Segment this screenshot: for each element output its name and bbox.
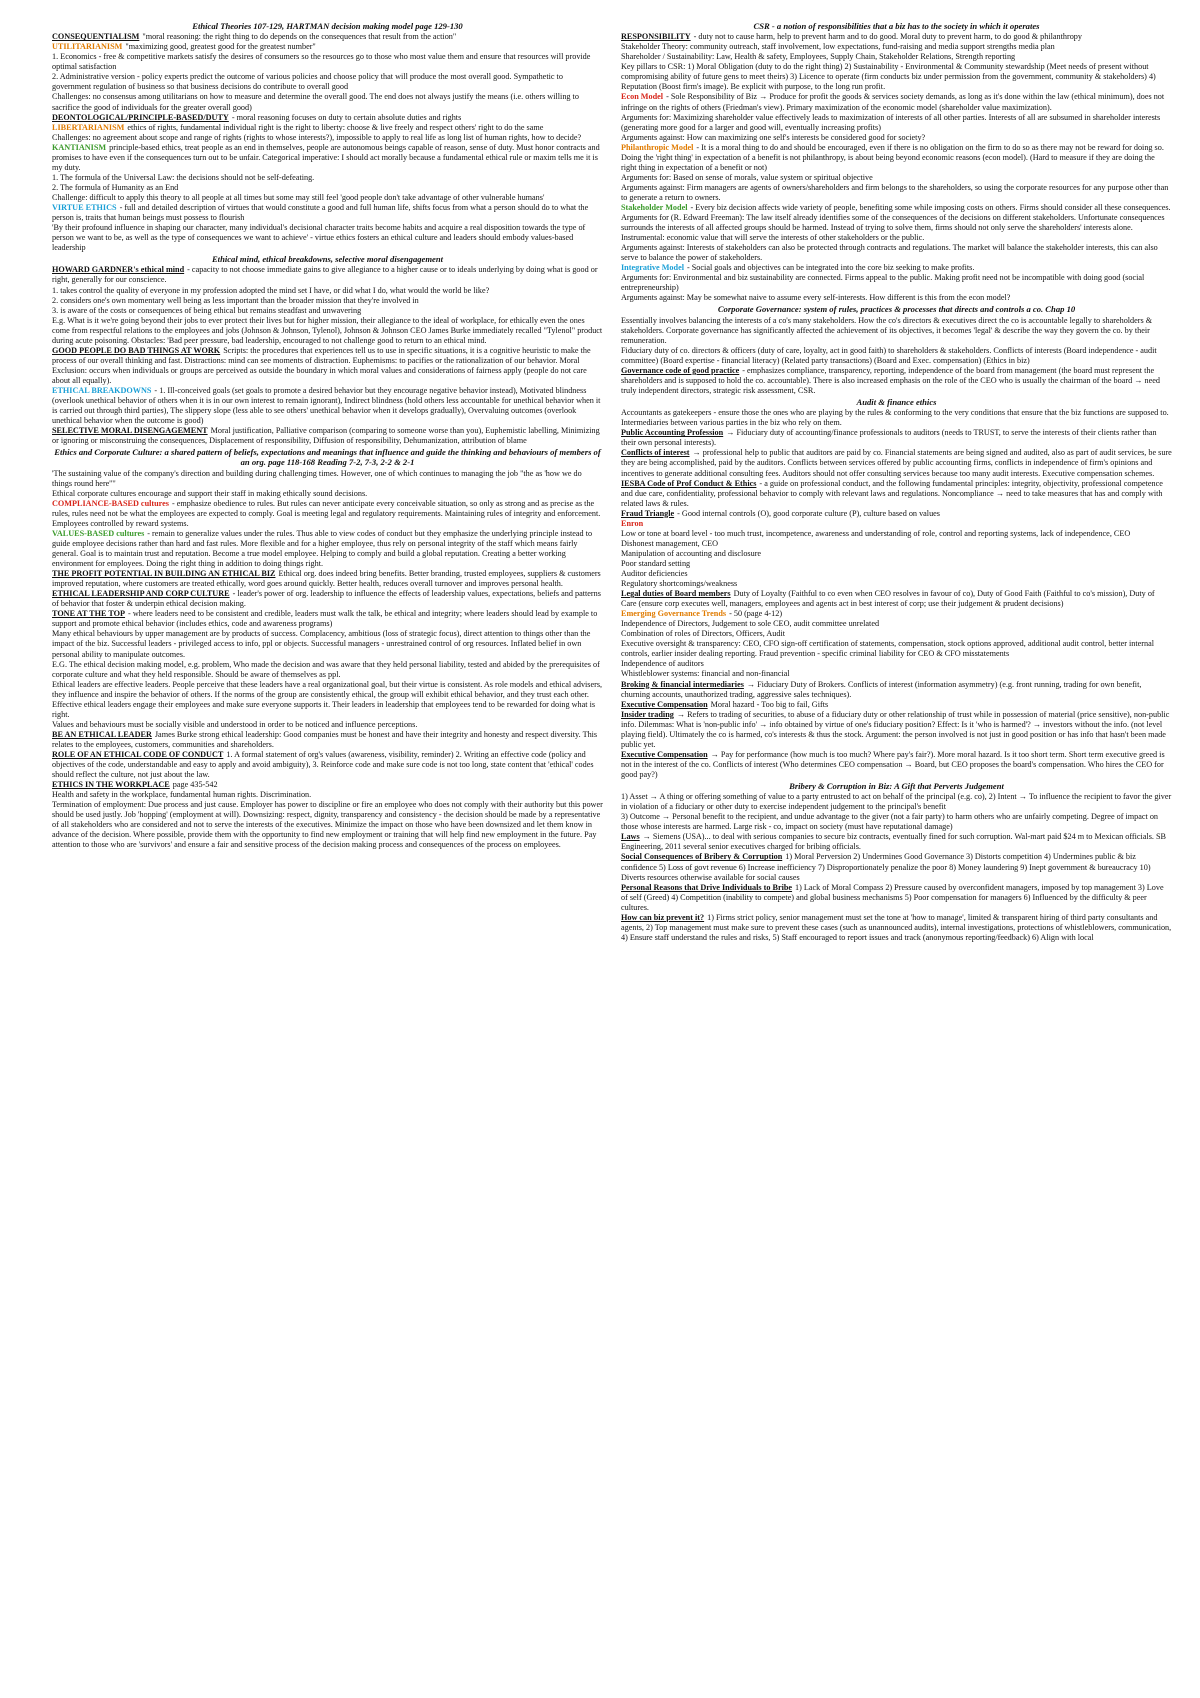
note-paragraph xyxy=(52,113,603,123)
note-paragraph xyxy=(621,243,1172,263)
note-text: Ethical corporate cultures encourage and support their staff in making ethically sound decisions. xyxy=(52,488,368,498)
note-text: 1. Economics - free & competitive markets satisfy the desires of consumers so the resources go to those who most value them and ensure that resources will provide optimal satisfaction xyxy=(52,52,591,72)
term-label: DEONTOLOGICAL/PRINCIPLE-BASED/DUTY xyxy=(52,112,229,122)
term-label: TONE AT THE TOP xyxy=(52,609,126,619)
term-label: ETHICS IN THE WORKPLACE xyxy=(52,780,170,790)
note-paragraph xyxy=(52,589,603,609)
term-label: Enron xyxy=(621,518,644,528)
term-label: THE PROFIT POTENTIAL IN BUILDING AN ETHICAL BIZ xyxy=(52,569,276,579)
note-paragraph xyxy=(52,790,603,800)
note-text: ethics of rights, fundamental individual right is the right to liberty: choose & live freely and respect others' right to do the same xyxy=(127,122,544,132)
note-paragraph xyxy=(52,296,603,306)
term-label: ETHICAL BREAKDOWNS xyxy=(52,386,152,395)
term-label: LIBERTARIANISM xyxy=(52,122,125,132)
note-text: 'By their profound influence in shaping our character, many individual's decisional character traits become habits and acquire a real disposition towards the type of person we want to be, as well as the type of consequences we want to achieve' - virtue ethics fosters an ethical culture and leaders should embody values-based leadership xyxy=(52,223,586,253)
note-paragraph xyxy=(52,223,603,253)
note-text: - a guide on professional conduct, and the following fundamental principles: integrity, objectivity, professional competence and due care, confidentiality, professional behavior to comply with relevant laws and regulations. Noncompliance → need to take measures that has and comply with related laws & rules. xyxy=(621,478,1163,508)
note-paragraph xyxy=(52,42,603,52)
section-heading: Ethics and Corporate Culture: a shared pattern of beliefs, expectations and meanings that influence and guide the thinking and behaviours of members of an org. page 118-168 Reading 7-2, 7-3, 2-2 & 2-1 xyxy=(54,447,601,468)
note-paragraph xyxy=(621,32,1172,42)
note-text: - moral reasoning focuses on duty to certain absolute duties and rights xyxy=(231,112,462,122)
note-text: "moral reasoning: the right thing to do depends on the consequences that result from the action" xyxy=(142,32,457,42)
note-paragraph xyxy=(621,750,1172,780)
note-paragraph xyxy=(621,700,1172,710)
note-text: James Burke strong ethical leadership: Good companies must be honest and have their integrity and honesty and respect diversity. This relates to the employees, customers, communities and shareholders. xyxy=(52,729,598,749)
note-paragraph xyxy=(52,265,603,285)
note-text: 2. considers one's own momentary well being as less important than the broader mission that they're involved in xyxy=(52,295,419,305)
note-paragraph xyxy=(52,569,603,589)
note-text: → Fiduciary duty of accounting/finance professionals to auditors (needs to TRUST, to serve the interests of their clients rather than their own personal interests). xyxy=(621,428,1157,448)
note-paragraph xyxy=(621,792,1172,812)
note-paragraph xyxy=(621,529,1172,539)
note-paragraph xyxy=(52,92,603,112)
note-text: Moral justification, Palliative comparison (comparing to someone worse than you), Euphemistic labelling, Minimizing or ignoring or misconstruing the consequences, Displacement of responsibility, Diffusion of responsibility, Dehumanization, attribution of blame xyxy=(52,426,600,446)
term-label: Executive Compensation xyxy=(621,749,708,759)
note-paragraph xyxy=(621,143,1172,173)
note-paragraph xyxy=(621,62,1172,92)
note-paragraph xyxy=(621,92,1172,112)
note-text: "maximizing good, greatest good for the greatest number" xyxy=(125,42,316,52)
note-text: - Social goals and objectives can be integrated into the core biz seeking to make profits. xyxy=(686,263,975,273)
note-paragraph xyxy=(621,113,1172,133)
note-paragraph xyxy=(621,559,1172,569)
note-paragraph xyxy=(621,669,1172,679)
note-text: Key pillars to CSR: 1) Moral Obligation (duty to do the right thing) 2) Sustainability - Environmental & Community stewardship (Meet needs of present without compromising ability of future gens to meet theirs) 3) Licence to operate (firm conducts biz under permission from the government, community & stakeholders) 4) Reputation (Boost firm's image). Be explicit with purpose, to the long run profit. xyxy=(621,62,1156,92)
section-heading: CSR - a notion of responsibilities that a biz has to the society in which it operates xyxy=(753,21,1040,31)
note-paragraph xyxy=(621,539,1172,549)
term-label: Public Accounting Profession xyxy=(621,428,724,438)
term-label: Personal Reasons that Drive Individuals to Bribe xyxy=(621,882,793,892)
note-text: Dishonest management, CEO xyxy=(621,538,719,548)
section-heading: Corporate Governance: system of rules, practices & processes that directs and controls a co. Chap 10 xyxy=(717,304,1076,315)
note-text: page 435-542 xyxy=(172,780,218,790)
note-paragraph xyxy=(621,883,1172,913)
section-heading: Ethical Theories 107-129, HARTMAN decision making model page 129-130 xyxy=(192,21,463,31)
note-text: Whistleblower systems: financial and non-financial xyxy=(621,669,790,679)
note-text: Ethical org. does indeed bring benefits. Better branding, trusted employees, suppliers & customers improved reputation, where customers are treated ethically, word goes around quickly. Better health, reduces overall turnover and improves personal health. xyxy=(52,569,601,589)
note-text: - leader's power of org. leadership to influence the effects of leadership values, expectations, beliefs and patterns of behavior that foster & underpin ethical decision making. xyxy=(52,589,601,609)
note-text: 1) Lack of Moral Compass 2) Pressure caused by overconfident managers, imposed by top management 3) Love of self (Greed) 4) Competition (inability to compete) and global business mechanisms 5) Poor compensation for managers 6) Influenced by the difficulty & peer cultures. xyxy=(621,882,1164,912)
note-text: Fiduciary duty of co. directors & officers (duty of care, loyalty, act in good faith) to shareholders & stakeholders. Conflicts of interests (Board independence - audit committee) (Board expertise - financial literacy) (Related party transactions) (Board and Exec. compensation) (Ethics in biz) xyxy=(621,345,1157,365)
term-label: Legal duties of Board members xyxy=(621,589,731,599)
note-paragraph xyxy=(52,629,603,659)
note-text: Arguments for: Maximizing shareholder value effectively leads to maximization of interests of all other parties. Interests of all are subsumed in shareholder interests (generating more good for a larger and good will, eventually increasing profits) xyxy=(621,112,1161,132)
term-label: Stakeholder Model xyxy=(621,203,688,212)
note-text: Moral hazard - Too big to fail, Gifts xyxy=(710,699,829,709)
note-text: Combination of roles of Directors, Officers, Audit xyxy=(621,629,786,639)
term-label: IESBA Code of Prof Conduct & Ethics xyxy=(621,478,757,488)
note-paragraph xyxy=(52,316,603,346)
note-paragraph xyxy=(621,852,1172,882)
note-text: 1. takes control the quality of everyone in my profession adopted the mind set I have, or did what I do, what would the world be like? xyxy=(52,285,490,295)
note-text: Arguments against: How can maximizing one self's interests be considered good for society? xyxy=(621,132,926,142)
note-text: - duty not to cause harm, help to prevent harm and to do good. Moral duty to prevent harm, to do good & philanthropy xyxy=(693,32,1082,42)
note-text: - capacity to not choose immediate gains to give allegiance to a higher cause or to ideals underlying by doing what is good or right, generally for our conscience. xyxy=(52,265,598,285)
term-label: HOWARD GARDNER's ethical mind xyxy=(52,265,185,275)
note-paragraph xyxy=(621,293,1172,303)
note-paragraph xyxy=(52,529,603,569)
note-paragraph xyxy=(621,569,1172,579)
term-label: KANTIANISM xyxy=(52,142,107,152)
term-label: RESPONSIBILITY xyxy=(621,32,691,42)
term-label: How can biz prevent it? xyxy=(621,912,705,922)
term-label: Laws xyxy=(621,832,640,842)
note-text: → Fiduciary Duty of Brokers. Conflicts of interest (information asymmetry) (e.g. front running, trading for own benefit, churning accounts, unauthorized trading, aggressive sales techniques). xyxy=(621,679,1142,699)
note-text: Challenges: no agreement about scope and range of rights (rights to whose interests?), impossible to apply to real life as long list of human rights, how to decide? xyxy=(52,132,582,142)
term-label: VALUES-BASED cultures xyxy=(52,528,145,538)
note-text: → Refers to trading of securities, to abuse of a fiduciary duty or other relationship of trust while in possession of material (price sensitive), non-public info. Dilemmas: What is 'non-public info' → info obtained by virtue of one's fiduciary position? Effect: Is it 'who is harmed'? → investors without the info. (not level playing field). Ultimately the co is harmed, co's interests & thus the stock. Argument: the person involved is not just in good position or has info that hasn't been made public yet. xyxy=(621,709,1170,749)
note-text: 1. The formula of the Universal Law: the decisions should not be self-defeating. xyxy=(52,172,315,182)
left-column xyxy=(52,20,603,1684)
note-text: Accountants as gatekeepers - ensure those the ones who are playing by the rules & conforming to the very conditions that ensure that the biz functions are supposed to. Intermediaries between various parties in the biz who rely on them. xyxy=(621,408,1169,428)
note-text: 1) Asset → A thing or offering something of value to a party entrusted to act on behalf of the principal (e.g. co), 2) Intent → To influence the recipient to favor the giver in violation of a fiduciary or other duty to exercise independent judgement to the principal's benefit xyxy=(621,792,1172,812)
note-paragraph xyxy=(52,183,603,193)
note-paragraph xyxy=(52,750,603,780)
note-text: - where leaders need to be consistent and credible, leaders must walk the talk, be ethical and integrity; where leaders should lead by example to support and promote ethical behavior (includes ethics, code and awareness programs) xyxy=(52,609,598,629)
note-paragraph xyxy=(621,509,1172,519)
note-text: Arguments against: Interests of stakeholders can also be protected through contracts and regulations. The market will balance the stakeholder interests, this can also serve to balance the power of stakeholders. xyxy=(621,243,1158,263)
note-paragraph xyxy=(52,489,603,499)
note-paragraph xyxy=(621,659,1172,669)
term-label: Broking & financial intermediaries xyxy=(621,679,744,689)
note-paragraph xyxy=(621,832,1172,852)
note-text: 3) Outcome → Personal benefit to the recipient, and undue advantage to the giver (not a fair party) to harm others who are unfairly competing. Degree of impact on those whose interests are harmed. Large risk - co, impact on society (must have reputational damage) xyxy=(621,812,1159,832)
note-text: - emphasize obedience to rules. But rules can never anticipate every conceivable situation, so only as strong and as precise as the rules, rules need not be what the employees are expected to comply. Goal is meeting legal and regulatory requirements. Maintaining rules of integrity and enforcement. Employees controlled by reward systems. xyxy=(52,498,601,528)
term-label: Executive Compensation xyxy=(621,699,708,709)
note-text: Many ethical behaviours by upper management are by products of success. Complacency, ambitious (loss of strategic focus), direct attention to things other than the impact of the biz. Successful leaders - privileged access to info, ppl or objects. Successful managers - unrestrained control of org resources. Inflated belief in own personal ability to manipulate outcomes. xyxy=(52,629,591,659)
note-text: Shareholder / Sustainability: Law, Health & safety, Employees, Supply Chain, Stakeholder Relations, Strength reporting xyxy=(621,52,1016,62)
note-paragraph xyxy=(52,730,603,750)
note-text: Regulatory shortcomings/weakness xyxy=(621,579,738,589)
note-paragraph xyxy=(52,720,603,730)
term-label: Econ Model xyxy=(621,92,664,102)
note-text: - remain to generalize values under the rules. Thus able to view codes of conduct but they emphasize the underlying principle instead to guide employee decisions rather than hard and fast rules. More flexible and for a higher employee, thus rely on personal integrity of the staff which means fairly general. Goal is to maintain trust and reputation. Become a true model employee. Helping to comply and build a global reputation. Creating a better working environment for employees. Doing the right thing in addition to doing things right. xyxy=(52,528,593,569)
term-label: Fraud Triangle xyxy=(621,508,675,518)
note-paragraph xyxy=(621,133,1172,143)
note-text: - emphasizes compliance, transparency, reporting, independence of the board from management (the board must represent the shareholders and is supposed to hold the co. accountable). There is also increased emphasis on the role of the CEO who is usually the chairman of the board → need truly independent directors, strategic risk assessment, CSR. xyxy=(621,365,1160,395)
note-paragraph xyxy=(621,579,1172,589)
note-paragraph xyxy=(621,263,1172,273)
note-paragraph xyxy=(52,52,603,72)
note-text: Independence of Directors, Judgement to sole CEO, audit committee unrelated xyxy=(621,619,880,629)
note-paragraph xyxy=(621,448,1172,478)
note-text: Auditor deficiencies xyxy=(621,569,688,578)
note-text: - 1. Ill-conceived goals (set goals to promote a desired behavior but they encourage negative behavior instead), Motivated blindness (overlook unethical behavior of others when it is in our own interest to remain ignorant), Indirect blindness (hold others less accountable for unethical behavior when it is carried out through third parties), The slippery slope (less able to see others' unethical behavior when it develops gradually), Overvaluing outcomes (overlook unethical behavior when the outcome is good) xyxy=(52,386,601,426)
term-label: Conflicts of interest xyxy=(621,448,690,458)
note-text: - Good internal controls (O), good corporate culture (P), culture based on values xyxy=(677,508,940,518)
term-label: ETHICAL LEADERSHIP AND CORP CULTURE xyxy=(52,589,230,599)
note-text: 'The sustaining value of the company's direction and building during challenging times. However, one of which continues to managing the job "the as 'how we do things round here'"' xyxy=(52,468,582,488)
note-paragraph xyxy=(621,203,1172,213)
note-paragraph xyxy=(621,408,1172,428)
note-paragraph xyxy=(621,710,1172,750)
note-paragraph xyxy=(52,499,603,529)
note-text: - It is a moral thing to do and should be encouraged, even if there is no obligation on the firm to do so as there may not be reward for doing so. Doing the 'right thing' in expectation of a benefit is not philanthropy, is about being beyond economic reasons (econ model). (Hard to measure if they are doing the right thing in expectation of a benefit or not) xyxy=(621,142,1164,172)
term-label: Governance code of good practice xyxy=(621,365,740,375)
note-paragraph xyxy=(621,549,1172,559)
note-paragraph xyxy=(621,913,1172,943)
note-text: Duty of Loyalty (Faithful to co even when CEO resolves in favour of co), Duty of Good Faith (Faithful to co's mission), Duty of Care (ensure corp executes well, managers, employees and agents act in best interest of corp; use their judgement & prudent decisions) xyxy=(621,589,1155,609)
section-heading: Audit & finance ethics xyxy=(856,397,937,408)
note-paragraph xyxy=(52,143,603,173)
note-paragraph xyxy=(621,479,1172,509)
note-paragraph xyxy=(52,609,603,629)
note-paragraph xyxy=(52,286,603,296)
note-paragraph xyxy=(621,812,1172,832)
note-text: Arguments for (R. Edward Freeman): The law itself already identifies some of the consequences of the decisions on different stakeholders. Unfortunate consequences surrounds the interests of all affected groups should be harmed. Instead of trying to solve them, firms should not only serve the shareholders' interests alone. Instrumental: economic value that will serve the interests of other stakeholders or the public. xyxy=(621,213,1165,243)
note-text: 3. is aware of the costs or consequences of being ethical but remains steadfast and unwavering xyxy=(52,305,362,315)
note-paragraph xyxy=(621,273,1172,293)
note-text: Challenge: difficult to apply this theory to all people at all times but some may still feel 'good people don't take advantage of other vulnerable humans' xyxy=(52,192,545,202)
note-text: → Pay for performance (how much is too much? Where pay's fair?). More moral hazard. Is it too short term. Short term executive greed is not in the interest of the co. Conflicts of interest (Who determines CEO compensation → Board, but CEO proposes the board's compensation. Who hires the CEO for good pay?) xyxy=(621,749,1165,779)
note-text: Arguments against: May be somewhat naive to assume every self-interests. How different is this from the econ model? xyxy=(621,293,1011,303)
note-paragraph xyxy=(52,780,603,790)
note-paragraph xyxy=(621,619,1172,629)
note-paragraph xyxy=(621,428,1172,448)
note-text: Challenges: no consensus among utilitarians on how to measure and determine the overall good. The end does not always justify the means (i.e. others willing to sacrifice the good of individuals for the greater overall good) xyxy=(52,92,579,112)
note-text: - Every biz decision affects wide variety of people, benefiting some while imposing costs on others. Firms should consider all these consequences. xyxy=(690,203,1171,212)
note-text: Stakeholder Theory: community outreach, staff involvement, low expectations, fund-raising and media support strengths media plan xyxy=(621,42,1055,52)
term-label: Philanthropic Model xyxy=(621,142,694,152)
term-label: Integrative Model xyxy=(621,263,684,273)
note-text: Ethical leaders are effective leaders. People perceive that these leaders have a real organizational goal, but their virtue is consistent. As role models and ethical advisers, they influence and inspire the behavior of others. If the norms of the group are consistently ethical, the group will exhibit ethical behavior, and they trust each other. Effective ethical leaders engage their employees and make sure everyone supports it. Their leaders in leadership that employees tend to be rewarded for doing what is right. xyxy=(52,679,603,719)
term-label: Social Consequences of Bribery & Corruption xyxy=(621,852,783,862)
note-text: Arguments for: Based on sense of morals, value system or spiritual objective xyxy=(621,172,873,182)
note-text: 1) Firms strict policy, senior management must set the tone at 'how to manage', limited & transparent hiring of third party consultants and agents, 2) Top management must make sure to prevent these cases (such as unannounced audits), internal investigations, protections of whistleblowers, communication, 4) Ensure staff understand the rules and risks, 5) Staff encouraged to report issues and track (anonymous reporting/feedback) 6) Align with local xyxy=(621,912,1172,942)
note-text: 1. A formal statement of org's values (awareness, visibility, reminder) 2. Writing an effective code (policy and objectives of the code, understandable and easy to apply and avoid ambiguity), 3. Reinforce code and make sure code is not too long, state content that 'ethical' codes should reflect the culture, not just about the law. xyxy=(52,750,594,780)
note-paragraph xyxy=(621,366,1172,396)
term-label: UTILITARIANISM xyxy=(52,42,123,52)
note-paragraph xyxy=(621,173,1172,183)
note-paragraph xyxy=(621,346,1172,366)
term-label: ROLE OF AN ETHICAL CODE OF CONDUCT xyxy=(52,750,224,759)
note-paragraph xyxy=(621,639,1172,659)
note-paragraph xyxy=(52,173,603,183)
note-paragraph xyxy=(621,42,1172,52)
term-label: VIRTUE ETHICS xyxy=(52,203,117,212)
right-column xyxy=(621,20,1172,1684)
note-text: - full and detailed description of virtues that would constitute a good and full human life, shifts focus from what a person should do to what the person is, traits that human beings must possess to flourish xyxy=(52,203,589,223)
note-paragraph xyxy=(52,469,603,489)
note-text: Values and behaviours must be socially visible and understood in order to be noticed and influence perceptions. xyxy=(52,719,418,729)
note-paragraph xyxy=(621,316,1172,346)
note-text: - 50 (page 4-12) xyxy=(729,609,783,619)
note-text: Arguments against: Firm managers are agents of owners/shareholders and firm belongs to the shareholders, so using the corporate resources for any purpose other than to generate a return to owners. xyxy=(621,182,1169,202)
term-label: Insider trading xyxy=(621,709,674,719)
note-paragraph xyxy=(621,609,1172,619)
term-label: CONSEQUENTIALISM xyxy=(52,32,140,42)
note-text: Independence of auditors xyxy=(621,659,704,669)
note-paragraph xyxy=(621,589,1172,609)
note-paragraph xyxy=(52,32,603,42)
term-label: Emerging Governance Trends xyxy=(621,609,727,619)
note-text: Health and safety in the workplace, fundamental human rights. Discrimination. xyxy=(52,790,312,800)
term-label: GOOD PEOPLE DO BAD THINGS AT WORK xyxy=(52,345,221,355)
note-text: 1) Moral Perversion 2) Undermines Good Governance 3) Distorts competition 4) Undermines public & biz confidence 5) Loss of govt revenue 6) Increase inefficiency 7) Disproportionately penalize the poor 8) Money laundering 9) Inept government & bureaucracy 10) Diverts resources otherwise available for social causes xyxy=(621,852,1151,882)
section-heading: Ethical mind, ethical breakdowns, selective moral disengagement xyxy=(211,254,444,265)
note-text: → Siemens (USA)... to deal with serious companies to secure biz contracts, eventually fined for such corruption. Wal-mart paid $24 m to Mexican officials. SB Engineering, 2011 several senior executives charged for bribing officials. xyxy=(621,832,1167,852)
note-text: E.g. What is it we're going beyond their jobs to ever protect their lives but for higher mission, their allegiance to the ideal of workplace, for ethically even the ones come from respectful relations to the employees and jobs (Johnson & Johnson, Tylenol), Johnson & Johnson CEO James Burke immediately recalled "Tylenol" product during acute poisoning. Obstacles: 'Bad peer pressure, bad leadership, encouraged to not challenge good to return to an ethical mind. xyxy=(52,315,603,345)
note-paragraph xyxy=(52,800,603,850)
note-paragraph xyxy=(621,519,1172,529)
note-paragraph xyxy=(52,426,603,446)
note-paragraph xyxy=(52,123,603,133)
note-paragraph xyxy=(52,346,603,386)
note-paragraph xyxy=(52,660,603,680)
note-text: Low or tone at board level - too much trust, incompetence, awareness and understanding of role, control and reporting systems, lack of independence, CEO xyxy=(621,528,1131,538)
section-heading: Bribery & Corruption in Biz: A Gift that Perverts Judgement xyxy=(789,780,1004,791)
note-text: Arguments for: Environmental and biz sustainability are connected. Firms appeal to the public. Making profit need not be incompatible with doing good (social entrepreneurship) xyxy=(621,273,1145,293)
term-label: SELECTIVE MORAL DISENGAGEMENT xyxy=(52,426,208,436)
note-paragraph xyxy=(52,133,603,143)
term-label: COMPLIANCE-BASED cultures xyxy=(52,498,169,508)
note-text: principle-based ethics, treat people as an end in themselves, people are autonomous beings capable of reason, sense of duty. Must honor contracts and promises to have even if the consequences turn out to be unfair. Categorical imperative: I should act morally because a fundamental ethical rule or maxim tells me it is my duty. xyxy=(52,142,600,172)
note-text: E.G. The ethical decision making model, e.g. problem, Who made the decision and was aware that they held personal liability, tested and abided by the prerequisites of corporate culture and what they held responsible. Should be aware of themselves as ppl. xyxy=(52,659,600,679)
note-paragraph xyxy=(621,629,1172,639)
note-text: Termination of employment: Due process and just cause. Employer has power to discipline or fire an employee who does not comply with their authority but this power should be used justly. Job 'hopping' (employment at will). Downsizing: respect, dignity, transparency and consistency - the decision should be made by a representative of all stakeholders who are considered and not to serve the interests of the executives. Minimize the impact on those who have been downsized and let them know in advance of the decision. Where possible, provide them with the opportunity to find new employment or training that will help find new employment in the future. Pay attention to those who are 'survivors' and ensure a fair and sensitive process of the decision making process and consequences of the process on employees. xyxy=(52,800,603,850)
note-paragraph xyxy=(52,72,603,92)
note-paragraph xyxy=(52,680,603,720)
note-text: Poor standard setting xyxy=(621,558,691,568)
note-paragraph xyxy=(621,680,1172,700)
note-text: 2. Administrative version - policy experts predict the outcome of various policies and choose policy that will produce the most overall good. Sympathetic to government regulation of business so that business decisions do contribute to overall good xyxy=(52,72,563,92)
note-paragraph xyxy=(52,203,603,223)
note-text: 2. The formula of Humanity as an End xyxy=(52,182,179,192)
note-text: → professional help to public that auditors are paid by co. Financial statements are being signed and audited, also as part of audit services, be sure they are being accomplished, paid by the auditors. Conflicts between services offered by public accounting firms, conflicts in independence of firm's opinions and incentives to generate additional consulting fees. Auditors should not offer consulting services because too many audit interests. Executive compensation schemes. xyxy=(621,448,1172,478)
note-paragraph xyxy=(621,183,1172,203)
note-paragraph xyxy=(621,213,1172,243)
note-paragraph xyxy=(52,306,603,316)
note-text: Essentially involves balancing the interests of a co's many stakeholders. How the co's directors & executives direct the co is accountable legally to shareholders & stakeholders. Corporate governance has significantly affected the achievement of its objectives, it becomes 'legal' & describe the way they govern the co. by their remuneration. xyxy=(621,315,1153,345)
note-text: Executive oversight & transparency: CEO, CFO sign-off certification of statements, compensation, stock options approved, additional audit control, better internal controls, earlier insider dealing reporting. Fraud prevention - specific criminal liability for CEO & CFO misstatements xyxy=(621,639,1155,659)
note-paragraph xyxy=(621,52,1172,62)
note-paragraph xyxy=(52,193,603,203)
note-text: Scripts: the procedures that experiences tell us to use in specific situations, it is a cognitive heuristic to make the process of our overall thinking and fast. Distractions: mind can see moments of distraction. Euphemisms: to pacifies or the rationalization of our behavior. Moral Exclusion: occurs when individuals or groups are perceived as outside the boundary in which moral values and considerations of fairness apply (people do not care about all equally). xyxy=(52,345,591,385)
term-label: BE AN ETHICAL LEADER xyxy=(52,729,152,739)
note-text: - Sole Responsibility of Biz → Produce for profit the goods & services society demands, as long as it's done within the law (ethical minimum), does not infringe on the rights of others (Friedman's view). Primary maximization of the economic model (shareholder value maximization). xyxy=(621,92,1165,112)
note-text: Manipulation of accounting and disclosure xyxy=(621,548,762,558)
note-paragraph xyxy=(52,386,603,426)
